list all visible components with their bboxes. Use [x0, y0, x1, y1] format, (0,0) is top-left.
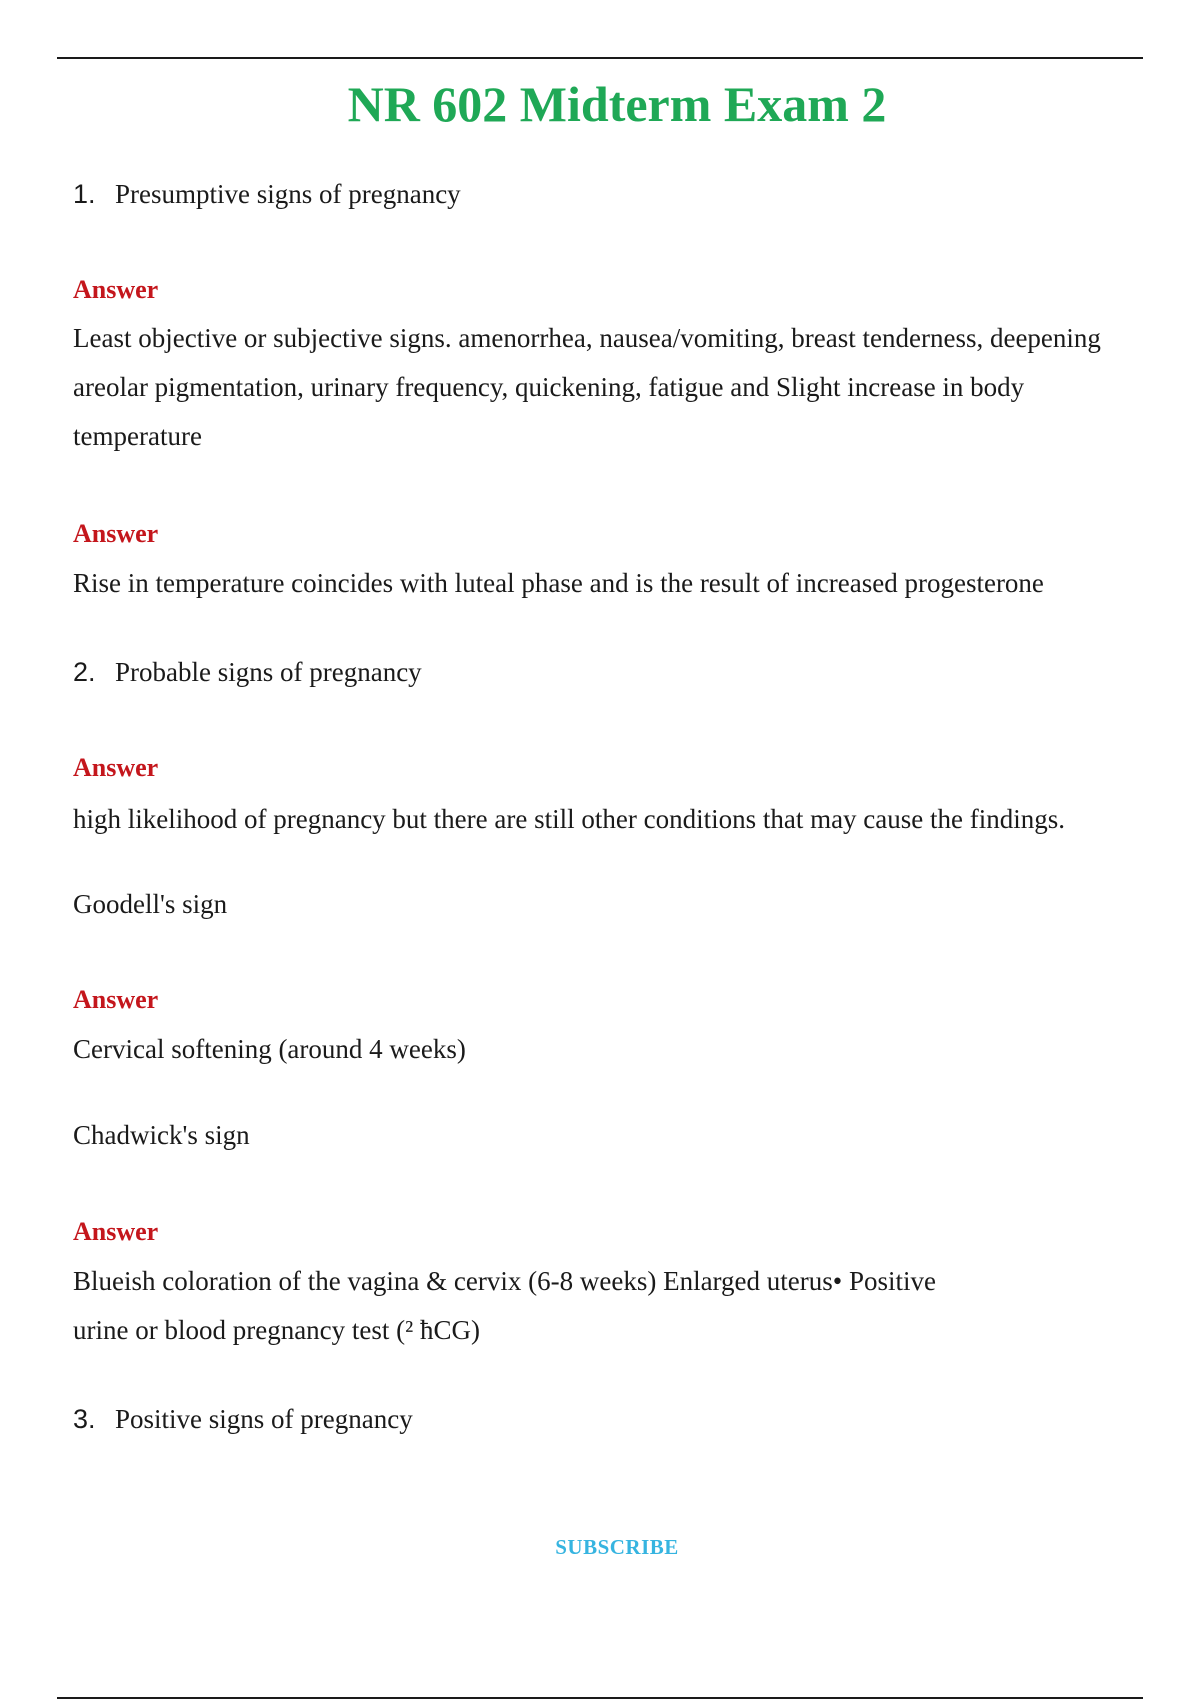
question-3: [73, 1401, 413, 1437]
answer-text: [73, 559, 1153, 608]
answer-label: Answer: [73, 985, 159, 1014]
answer-line: areolar pigmentation, urinary frequency, quickening, fatigue and Slight increase in body: [73, 372, 1025, 402]
bottom-rule: [57, 1697, 1143, 1699]
answer-line: Rise in temperature coincides with luteal phase and is the result of increased progesterone: [73, 568, 1044, 598]
top-rule: [57, 57, 1143, 59]
sub-item-chadwicks-sign: Chadwick's sign: [73, 1120, 250, 1150]
question-number: 2.: [73, 657, 96, 687]
sub-item-goodells-sign: Goodell's sign: [73, 889, 228, 919]
answer-line: urine or blood pregnancy test (² ħCG): [73, 1315, 480, 1345]
answer-line: high likelihood of pregnancy but there are still other conditions that may cause the findings.: [73, 804, 1065, 834]
answer-label: Answer: [73, 1217, 159, 1246]
answer-text: [73, 314, 1153, 461]
question-text: Positive signs of pregnancy: [115, 1404, 413, 1434]
answer-label: Answer: [73, 753, 159, 782]
answer-text: [73, 795, 1153, 844]
answer-label: Answer: [73, 519, 159, 548]
question-2: [73, 654, 422, 690]
question-text: Probable signs of pregnancy: [115, 657, 422, 687]
question-number: 1.: [73, 179, 96, 209]
answer-label: Answer: [73, 275, 159, 304]
answer-text: [73, 1257, 1153, 1355]
question-1: [73, 176, 461, 212]
page-title: NR 602 Midterm Exam 2: [347, 76, 887, 132]
question-text: Presumptive signs of pregnancy: [115, 179, 461, 209]
answer-text: [73, 1025, 1153, 1074]
subscribe-link[interactable]: SUBSCRIBE: [555, 1535, 679, 1559]
answer-line: Cervical softening (around 4 weeks): [73, 1034, 466, 1064]
answer-line: temperature: [73, 421, 202, 451]
question-number: 3.: [73, 1404, 96, 1434]
answer-line: Blueish coloration of the vagina & cervix (6-8 weeks) Enlarged uterus• Positive: [73, 1266, 936, 1296]
answer-line: Least objective or subjective signs. amenorrhea, nausea/vomiting, breast tenderness, deepening: [73, 323, 1101, 353]
